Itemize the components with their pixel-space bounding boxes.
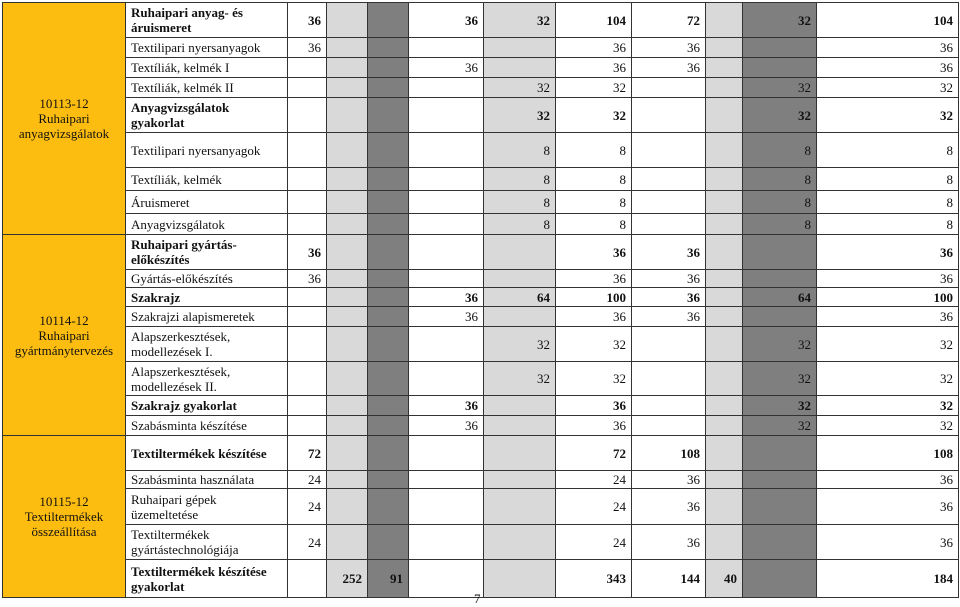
hours-cell: 32 (817, 78, 959, 98)
hours-cell (632, 362, 706, 396)
subject-name: Textiltermékek készítése gyakorlat (126, 560, 288, 598)
hours-cell: 100 (817, 288, 959, 307)
hours-cell: 36 (817, 525, 959, 560)
hours-cell (288, 307, 327, 327)
hours-cell (409, 471, 484, 489)
subject-name: Szabásminta használata (126, 471, 288, 489)
subject-name: Szakrajz gyakorlat (126, 396, 288, 416)
table-row (3, 396, 959, 416)
curriculum-table (2, 2, 959, 598)
hours-cell: 36 (632, 525, 706, 560)
hours-cell: 32 (743, 78, 817, 98)
hours-cell (743, 560, 817, 598)
hours-cell (327, 168, 368, 191)
hours-cell: 24 (556, 525, 632, 560)
module-line3: összeállítása (31, 524, 97, 539)
hours-cell (706, 191, 743, 214)
hours-cell: 8 (484, 214, 556, 235)
hours-cell (327, 78, 368, 98)
hours-cell: 36 (632, 307, 706, 327)
hours-cell: 24 (556, 471, 632, 489)
table-row (3, 416, 959, 436)
hours-cell: 36 (556, 58, 632, 78)
hours-cell (706, 78, 743, 98)
table-row (3, 327, 959, 362)
hours-cell: 36 (817, 489, 959, 525)
hours-cell (706, 471, 743, 489)
hours-cell (484, 436, 556, 471)
hours-cell (743, 307, 817, 327)
hours-cell: 36 (288, 3, 327, 38)
hours-cell (632, 396, 706, 416)
hours-cell: 36 (556, 396, 632, 416)
hours-cell (409, 78, 484, 98)
hours-cell (368, 58, 409, 78)
subject-name: Szakrajzi alapismeretek (126, 307, 288, 327)
module-line3: gyártmánytervezés (14, 342, 114, 358)
hours-cell (706, 3, 743, 38)
hours-cell (288, 78, 327, 98)
hours-cell: 8 (556, 214, 632, 235)
hours-cell: 8 (817, 133, 959, 168)
hours-cell: 104 (556, 3, 632, 38)
hours-cell: 32 (743, 362, 817, 396)
hours-cell: 36 (556, 270, 632, 288)
hours-cell (484, 58, 556, 78)
hours-cell (368, 133, 409, 168)
hours-cell (368, 78, 409, 98)
hours-cell: 36 (556, 38, 632, 58)
hours-cell (288, 560, 327, 598)
hours-cell: 36 (632, 270, 706, 288)
hours-cell (632, 327, 706, 362)
hours-cell: 36 (409, 416, 484, 436)
hours-cell: 24 (556, 489, 632, 525)
hours-cell (327, 235, 368, 270)
subject-name: Textíliák, kelmék I (126, 58, 288, 78)
subject-name: Szabásminta készítése (126, 416, 288, 436)
subject-name: Textíliák, kelmék II (126, 78, 288, 98)
hours-cell: 100 (556, 288, 632, 307)
hours-cell (368, 489, 409, 525)
hours-cell (706, 436, 743, 471)
hours-cell (484, 38, 556, 58)
hours-cell: 64 (743, 288, 817, 307)
hours-cell (706, 288, 743, 307)
hours-cell (288, 98, 327, 133)
subject-name: Gyártás-előkészítés (126, 270, 288, 288)
subject-name: Textilipari nyersanyagok (126, 133, 288, 168)
module-line1: 10115-12 (39, 494, 89, 509)
hours-cell (409, 235, 484, 270)
hours-cell (484, 525, 556, 560)
hours-cell (368, 525, 409, 560)
subject-name: Anyagvizsgálatok (126, 214, 288, 235)
hours-cell: 8 (743, 191, 817, 214)
table-row (3, 307, 959, 327)
hours-cell (409, 191, 484, 214)
hours-cell: 64 (484, 288, 556, 307)
hours-cell: 36 (817, 471, 959, 489)
hours-cell: 36 (632, 471, 706, 489)
hours-cell (706, 235, 743, 270)
hours-cell: 72 (556, 436, 632, 471)
hours-cell (288, 396, 327, 416)
hours-cell (368, 362, 409, 396)
hours-cell (327, 133, 368, 168)
hours-cell: 144 (632, 560, 706, 598)
hours-cell: 24 (288, 525, 327, 560)
hours-cell (706, 270, 743, 288)
hours-cell (327, 327, 368, 362)
hours-cell: 36 (817, 270, 959, 288)
hours-cell (743, 270, 817, 288)
hours-cell (484, 396, 556, 416)
hours-cell: 72 (288, 436, 327, 471)
hours-cell (743, 525, 817, 560)
hours-cell: 36 (556, 307, 632, 327)
hours-cell (288, 416, 327, 436)
hours-cell (706, 396, 743, 416)
hours-cell: 36 (632, 489, 706, 525)
hours-cell (288, 58, 327, 78)
table-row (3, 288, 959, 307)
table-row (3, 214, 959, 235)
module-line1: 10114-12 (39, 312, 89, 328)
hours-cell: 32 (484, 98, 556, 133)
hours-cell (368, 416, 409, 436)
hours-cell (327, 436, 368, 471)
hours-cell: 36 (556, 235, 632, 270)
hours-cell (327, 3, 368, 38)
hours-cell: 32 (817, 98, 959, 133)
hours-cell: 8 (556, 191, 632, 214)
hours-cell (327, 307, 368, 327)
hours-cell: 36 (817, 307, 959, 327)
hours-cell: 36 (817, 235, 959, 270)
hours-cell (327, 58, 368, 78)
table-row (3, 3, 959, 38)
hours-cell (288, 288, 327, 307)
hours-cell (706, 525, 743, 560)
hours-cell (288, 214, 327, 235)
hours-cell (706, 489, 743, 525)
page-number: 7 (474, 591, 481, 606)
hours-cell: 32 (484, 78, 556, 98)
hours-cell (368, 396, 409, 416)
hours-cell (409, 133, 484, 168)
hours-cell (368, 288, 409, 307)
hours-cell: 184 (817, 560, 959, 598)
module-cell (3, 436, 126, 598)
hours-cell (743, 471, 817, 489)
hours-cell (743, 38, 817, 58)
hours-cell (409, 270, 484, 288)
hours-cell (706, 58, 743, 78)
hours-cell (484, 560, 556, 598)
hours-cell: 24 (288, 489, 327, 525)
hours-cell (484, 235, 556, 270)
module-line3: anyagvizsgálatok (18, 126, 110, 141)
hours-cell: 8 (817, 191, 959, 214)
hours-cell (327, 416, 368, 436)
hours-cell: 8 (484, 191, 556, 214)
hours-cell: 8 (817, 168, 959, 191)
subject-name: Áruismeret (126, 191, 288, 214)
hours-cell (706, 38, 743, 58)
subject-name: Alapszerkesztések, modellezések II. (126, 362, 288, 396)
hours-cell: 32 (743, 3, 817, 38)
hours-cell: 36 (409, 58, 484, 78)
hours-cell (484, 471, 556, 489)
hours-cell (327, 98, 368, 133)
hours-cell: 32 (556, 327, 632, 362)
hours-cell (327, 288, 368, 307)
hours-cell: 36 (288, 38, 327, 58)
table-row (3, 58, 959, 78)
table-row (3, 471, 959, 489)
hours-cell: 32 (484, 327, 556, 362)
hours-cell (706, 98, 743, 133)
hours-cell: 36 (288, 270, 327, 288)
hours-cell: 32 (743, 327, 817, 362)
hours-cell: 24 (288, 471, 327, 489)
hours-cell: 8 (743, 214, 817, 235)
subject-name: Anyagvizsgálatok gyakorlat (126, 98, 288, 133)
hours-cell: 72 (632, 3, 706, 38)
hours-cell: 32 (743, 416, 817, 436)
hours-cell (288, 327, 327, 362)
hours-cell: 108 (632, 436, 706, 471)
hours-cell (706, 168, 743, 191)
hours-cell (706, 362, 743, 396)
hours-cell (409, 436, 484, 471)
table-row (3, 525, 959, 560)
hours-cell: 32 (484, 362, 556, 396)
hours-cell (706, 133, 743, 168)
module-line2: Ruhaipari (38, 327, 90, 343)
hours-cell (368, 168, 409, 191)
table-row (3, 270, 959, 288)
hours-cell: 8 (817, 214, 959, 235)
hours-cell (368, 471, 409, 489)
hours-cell: 32 (556, 98, 632, 133)
hours-cell (327, 362, 368, 396)
hours-cell (327, 525, 368, 560)
hours-cell (409, 214, 484, 235)
subject-name: Textíliák, kelmék (126, 168, 288, 191)
hours-cell (484, 416, 556, 436)
hours-cell: 8 (743, 168, 817, 191)
hours-cell (706, 416, 743, 436)
module-line2: Textiltermékek (24, 509, 104, 524)
hours-cell: 36 (817, 58, 959, 78)
table-row (3, 78, 959, 98)
subject-name: Ruhaipari gépek üzemeltetése (126, 489, 288, 525)
hours-cell (327, 38, 368, 58)
hours-cell (327, 471, 368, 489)
hours-cell: 40 (706, 560, 743, 598)
hours-cell (409, 327, 484, 362)
table-row (3, 38, 959, 58)
hours-cell (327, 191, 368, 214)
hours-cell (368, 3, 409, 38)
subject-name: Textiltermékek készítése (126, 436, 288, 471)
module-line1: 10113-12 (39, 96, 89, 111)
hours-cell: 8 (556, 168, 632, 191)
hours-cell (743, 436, 817, 471)
hours-cell: 36 (817, 38, 959, 58)
hours-cell (632, 214, 706, 235)
hours-cell (288, 191, 327, 214)
hours-cell: 252 (327, 560, 368, 598)
hours-cell: 32 (556, 78, 632, 98)
table-row (3, 436, 959, 471)
subject-name: Szakrajz (126, 288, 288, 307)
hours-cell: 8 (484, 133, 556, 168)
module-cell (3, 3, 126, 235)
hours-cell (368, 98, 409, 133)
hours-cell (706, 214, 743, 235)
hours-cell (409, 98, 484, 133)
module-line2: Ruhaipari (38, 111, 90, 126)
hours-cell (632, 191, 706, 214)
hours-cell: 32 (484, 3, 556, 38)
hours-cell (409, 560, 484, 598)
hours-cell (743, 489, 817, 525)
hours-cell (706, 307, 743, 327)
hours-cell (484, 489, 556, 525)
hours-cell: 32 (817, 327, 959, 362)
table-row (3, 168, 959, 191)
hours-cell: 36 (409, 288, 484, 307)
hours-cell: 91 (368, 560, 409, 598)
table-row (3, 98, 959, 133)
table-row (3, 489, 959, 525)
hours-cell (288, 168, 327, 191)
hours-cell (327, 396, 368, 416)
hours-cell (368, 270, 409, 288)
hours-cell (706, 327, 743, 362)
hours-cell: 36 (632, 58, 706, 78)
hours-cell: 32 (743, 396, 817, 416)
hours-cell (409, 525, 484, 560)
table-row (3, 133, 959, 168)
hours-cell: 32 (743, 98, 817, 133)
hours-cell: 104 (817, 3, 959, 38)
hours-cell (368, 235, 409, 270)
hours-cell: 36 (632, 288, 706, 307)
hours-cell (632, 168, 706, 191)
hours-cell: 36 (288, 235, 327, 270)
hours-cell: 32 (817, 416, 959, 436)
hours-cell (632, 133, 706, 168)
hours-cell (288, 362, 327, 396)
hours-cell (743, 58, 817, 78)
hours-cell (368, 38, 409, 58)
hours-cell (327, 214, 368, 235)
hours-cell: 343 (556, 560, 632, 598)
hours-cell (632, 78, 706, 98)
hours-cell (632, 98, 706, 133)
hours-cell: 8 (484, 168, 556, 191)
hours-cell (368, 327, 409, 362)
hours-cell (743, 235, 817, 270)
hours-cell: 36 (632, 235, 706, 270)
subject-name: Ruhaipari gyártás-előkészítés (126, 235, 288, 270)
subject-name: Textiltermékek gyártástechnológiája (126, 525, 288, 560)
hours-cell (368, 307, 409, 327)
hours-cell (484, 307, 556, 327)
table-row (3, 362, 959, 396)
hours-cell: 36 (632, 38, 706, 58)
module-cell (3, 235, 126, 436)
hours-cell: 32 (817, 396, 959, 416)
hours-cell (368, 214, 409, 235)
hours-cell (368, 436, 409, 471)
hours-cell: 32 (556, 362, 632, 396)
hours-cell (409, 168, 484, 191)
hours-cell (484, 270, 556, 288)
subject-name: Alapszerkesztések, modellezések I. (126, 327, 288, 362)
hours-cell: 36 (409, 3, 484, 38)
hours-cell: 8 (556, 133, 632, 168)
hours-cell: 36 (556, 416, 632, 436)
hours-cell (409, 38, 484, 58)
table-row (3, 191, 959, 214)
hours-cell (368, 191, 409, 214)
hours-cell: 8 (743, 133, 817, 168)
hours-cell (632, 416, 706, 436)
hours-cell: 36 (409, 396, 484, 416)
hours-cell: 32 (817, 362, 959, 396)
hours-cell (409, 362, 484, 396)
hours-cell: 108 (817, 436, 959, 471)
subject-name: Ruhaipari anyag- és áruismeret (126, 3, 288, 38)
hours-cell (327, 489, 368, 525)
hours-cell: 36 (409, 307, 484, 327)
subject-name: Textilipari nyersanyagok (126, 38, 288, 58)
table-row (3, 235, 959, 270)
hours-cell (409, 489, 484, 525)
hours-cell (327, 270, 368, 288)
hours-cell (288, 133, 327, 168)
